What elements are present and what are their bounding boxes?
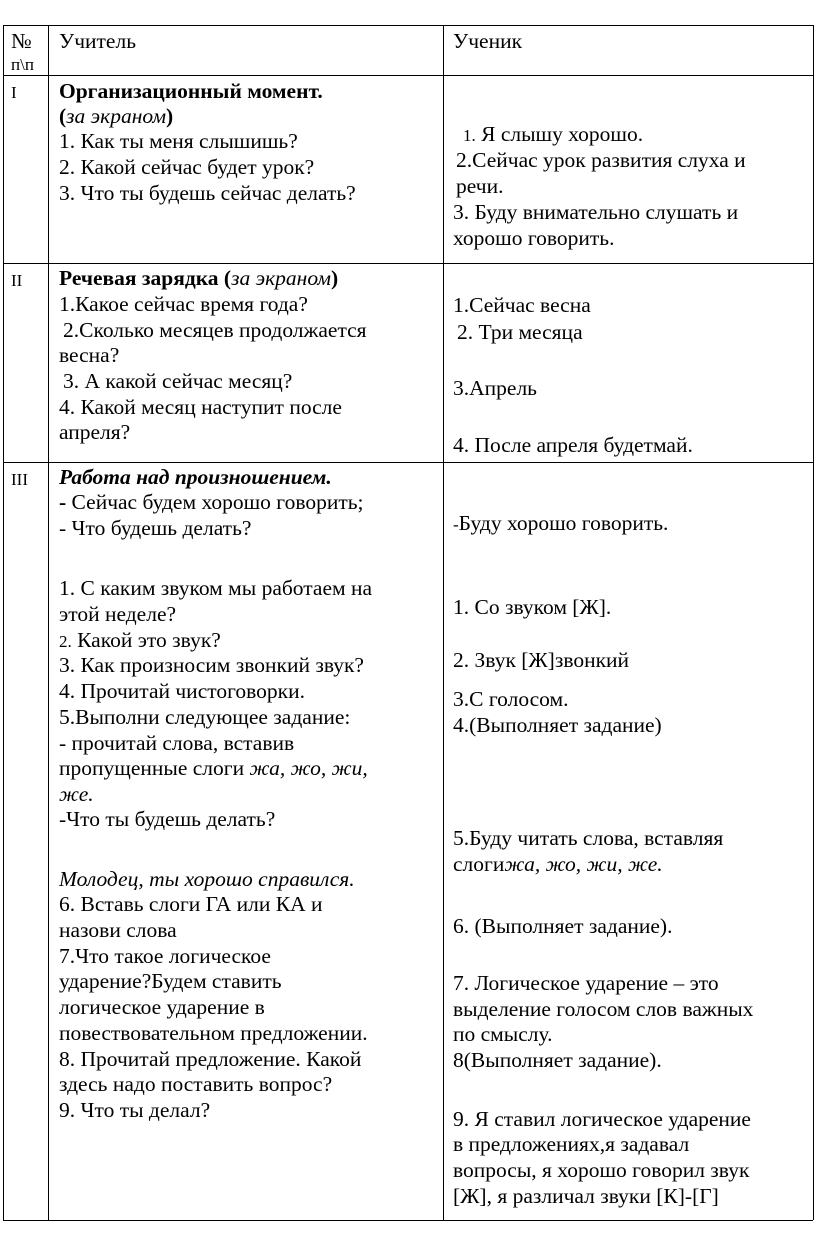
text-run: Речевая зарядка (: [59, 266, 232, 290]
text-run: 9. Я ставил логическое ударение: [453, 1107, 751, 1131]
text-run: Организационный момент.: [59, 79, 323, 103]
teacher-line: [59, 576, 372, 600]
teacher-line: [59, 653, 364, 677]
student-line: [453, 226, 614, 250]
text-run: ): [330, 266, 339, 290]
teacher-line: [59, 1072, 332, 1096]
text-run: 1. Со звуком [Ж].: [453, 595, 612, 619]
text-run: в предложениях,я задавал: [453, 1132, 690, 1156]
student-line: [453, 1184, 719, 1208]
table-border-v-1: [48, 25, 49, 1220]
table-border-h-2: [3, 263, 813, 264]
text-run: - прочитай слова, вставив: [59, 731, 295, 755]
text-run: 1.: [463, 126, 476, 145]
student-line: [453, 1158, 749, 1182]
teacher-line: [63, 318, 367, 342]
text-run: 4. После апреля будетмай.: [453, 433, 693, 457]
teacher-line: [59, 807, 275, 831]
text-run: 7.Что такое логическое: [59, 944, 271, 968]
student-line: [453, 200, 738, 224]
text-run: этой неделе?: [59, 602, 177, 626]
text-run: -Что ты будешь делать?: [59, 807, 276, 831]
text-run: 8(Выполняет задание).: [453, 1048, 662, 1072]
teacher-line: [59, 602, 176, 626]
text-run: 2. Звук [Ж]звонкий: [453, 648, 630, 672]
student-line: [453, 433, 693, 457]
text-run: ): [166, 104, 174, 128]
teacher-line: [59, 782, 94, 806]
student-line: [456, 174, 503, 198]
text-run: - Что будешь делать?: [59, 516, 252, 540]
teacher-line: [59, 490, 364, 514]
text-run: 4. Какой месяц наступит после: [59, 395, 342, 419]
text-run: 5.Выполни следующее задание:: [59, 705, 351, 729]
header-num-sign: №: [11, 29, 32, 53]
table-border-h-4: [3, 1220, 813, 1221]
student-line: [453, 511, 668, 537]
student-line: [453, 1048, 662, 1072]
teacher-line: [59, 79, 323, 103]
student-line: [463, 122, 643, 148]
text-run: 2.Сколько месяцев продолжается: [63, 318, 367, 342]
table-border-v-3: [813, 25, 814, 1220]
lesson-table: [3, 25, 813, 1220]
student-line: [453, 1107, 751, 1131]
text-run: 3. А какой сейчас месяц?: [63, 369, 293, 393]
text-run: логическое ударение в: [59, 995, 265, 1019]
text-run: 3. Как произносим звонкий звук?: [59, 653, 364, 677]
text-run: жа, жо, жи,: [249, 756, 368, 780]
text-run: повествовательном предложении.: [59, 1021, 368, 1045]
text-run: Работа над произношением.: [59, 465, 332, 489]
teacher-line: [59, 892, 323, 916]
student-line: [453, 971, 719, 995]
teacher-line: [59, 679, 305, 703]
teacher-line: [59, 465, 332, 489]
teacher-line: [59, 1098, 210, 1122]
text-run: 3. Что ты будешь сейчас делать?: [59, 181, 356, 205]
text-run: 2. Три месяца: [457, 320, 583, 344]
teacher-line: [59, 867, 355, 891]
text-run: 1.Сейчас весна: [453, 293, 591, 317]
text-run: Я слышу хорошо.: [475, 122, 644, 146]
teacher-line: [59, 292, 308, 316]
teacher-line: [59, 969, 282, 993]
teacher-line: [59, 1047, 361, 1071]
text-run: -: [453, 515, 459, 534]
text-run: за экраном: [231, 266, 331, 290]
text-run: 2.: [59, 632, 72, 651]
text-run: слоги: [453, 852, 505, 876]
header-teacher: Учитель: [59, 29, 137, 53]
student-line: [453, 826, 723, 850]
header-num-abbrev: п\п: [11, 55, 34, 74]
teacher-line: [59, 705, 350, 729]
text-run: 1. С каким звуком мы работаем на: [59, 576, 373, 600]
student-line: [456, 148, 746, 172]
text-run: 3.Апрель: [453, 376, 537, 400]
row-number: I: [11, 83, 17, 102]
text-run: -: [59, 490, 67, 514]
text-run: 6. Вставь слоги ГА или КА и: [59, 892, 323, 916]
teacher-line: [59, 756, 368, 780]
table-border-h-0: [3, 25, 813, 26]
teacher-line: [59, 918, 177, 942]
text-run: 4.(Выполняет задание): [453, 713, 662, 737]
student-line: [453, 1132, 689, 1156]
text-run: жа, жо, жи, же.: [504, 852, 663, 876]
teacher-line: [59, 129, 298, 153]
text-run: апреля?: [59, 420, 131, 444]
teacher-line: [59, 266, 338, 290]
text-run: 2.Сейчас урок развития слуха и: [456, 148, 746, 172]
text-run: 2. Какой сейчас будет урок?: [59, 155, 315, 179]
text-run: 9. Что ты делал?: [59, 1098, 211, 1122]
teacher-line: [59, 104, 173, 128]
text-run: 4. Прочитай чистоговорки.: [59, 679, 305, 703]
text-run: Какой это звук?: [71, 628, 221, 652]
table-border-v-0: [3, 25, 4, 1220]
student-line: [453, 1022, 552, 1046]
teacher-line: [59, 420, 130, 444]
table-border-h-1: [3, 75, 813, 76]
text-run: [Ж], я различал звуки [К]-[Г]: [453, 1184, 719, 1208]
student-line: [453, 713, 662, 737]
text-run: 6. (Выполняет задание).: [453, 914, 673, 938]
text-run: 1. Как ты меня слышишь?: [59, 129, 298, 153]
text-run: пропущенные слоги: [59, 756, 250, 780]
student-line: [453, 376, 537, 400]
student-line: [453, 293, 591, 317]
text-run: (: [59, 104, 67, 128]
teacher-line: [59, 343, 119, 367]
teacher-line: [59, 395, 342, 419]
table-border-v-2: [443, 25, 444, 1220]
text-run: хорошо говорить.: [453, 226, 615, 250]
text-run: назови слова: [59, 918, 177, 942]
text-run: за экраном: [66, 104, 167, 128]
teacher-line: [59, 628, 221, 654]
text-run: по смыслу.: [453, 1022, 553, 1046]
text-run: же.: [59, 782, 94, 806]
text-run: 3. Буду внимательно слушать и: [453, 200, 739, 224]
teacher-line: [59, 731, 294, 755]
header-student: Ученик: [453, 29, 523, 53]
student-line: [453, 595, 611, 619]
student-line: [453, 914, 672, 938]
text-run: речи.: [456, 174, 504, 198]
text-run: Буду хорошо говорить.: [458, 511, 669, 535]
teacher-line: [59, 995, 265, 1019]
student-line: [453, 852, 663, 876]
text-run: 8. Прочитай предложение. Какой: [59, 1047, 362, 1071]
text-run: ударение?Будем ставить: [59, 969, 282, 993]
text-run: весна?: [59, 343, 120, 367]
row-number: III: [11, 470, 28, 489]
student-line: [453, 687, 568, 711]
text-run: 5.Буду читать слова, вставляя: [453, 826, 724, 850]
teacher-line: [59, 1021, 368, 1045]
student-line: [457, 320, 583, 344]
text-run: 3.С голосом.: [453, 687, 569, 711]
teacher-line: [63, 369, 292, 393]
row-number: II: [11, 271, 23, 290]
teacher-line: [59, 516, 251, 540]
text-run: выделение голосом слов важных: [453, 997, 754, 1021]
student-line: [453, 648, 629, 672]
table-border-h-3: [3, 462, 813, 463]
text-run: Сейчас будем хорошо говорить;: [66, 490, 364, 514]
text-run: здесь надо поставить вопрос?: [59, 1072, 333, 1096]
text-run: 1.Какое сейчас время года?: [59, 292, 308, 316]
text-run: 7. Логическое ударение – это: [453, 971, 719, 995]
teacher-line: [59, 181, 356, 205]
teacher-line: [59, 155, 314, 179]
teacher-line: [59, 944, 271, 968]
text-run: вопросы, я хорошо говорил звук: [453, 1158, 750, 1182]
student-line: [453, 997, 753, 1021]
text-run: Молодец, ты хорошо справился.: [59, 867, 355, 891]
